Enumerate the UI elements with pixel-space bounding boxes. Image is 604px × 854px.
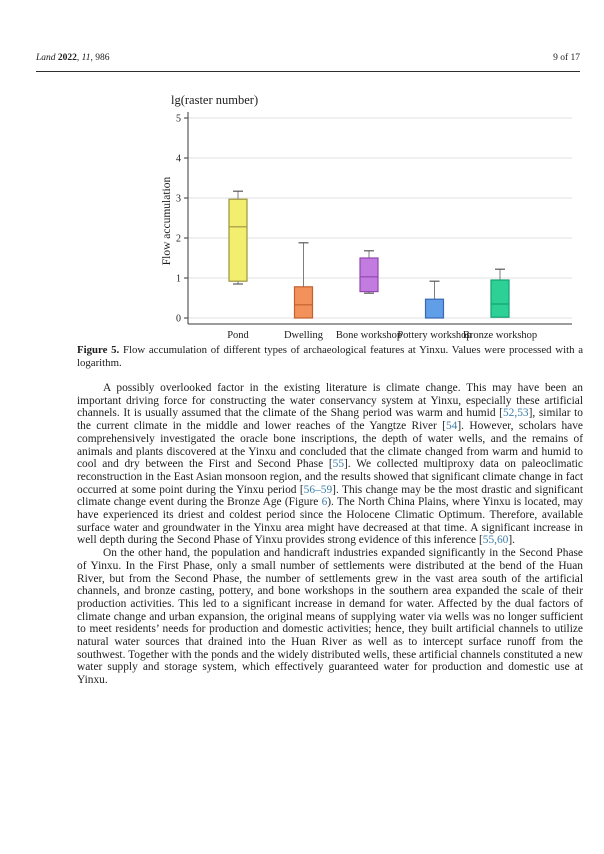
svg-text:5: 5 xyxy=(176,113,181,125)
header-rule xyxy=(36,71,580,72)
text-run: ]. This change may be the most drastic and significant climate change event during the Bronze Age (Figure xyxy=(77,483,583,509)
figure-caption-label: Figure 5. xyxy=(77,344,120,356)
text-run: On the other hand, the population and handicraft industries expanded significantly in the Second Phase of Yinxu. In the First Phase, only a small number of settlements were distributed at the bend of the Huan River, but from the Second Phase, the number of settlements grew in the vast area south of the artificial channels, and bronze casting, pottery, and bone workshops in the southern area expanded the scale of their production activities. This led to a significant increase in demand for water. Affected by the dual factors of climate change and urban expansion, the original means of supplying water via wells was no longer sufficient to meet residents’ needs for production and domestic activities; hence, they built artificial channels to utilize natural water sources that drained into the Huan River as well as to intercept surface runoff from the southwest. Together with the ponds and the widely distributed wells, these artificial channels constituted a new water supply and storage system, which effectively guaranteed water for production and domestic use at Yinxu. xyxy=(77,547,583,687)
text-run: ], similar to the current climate in the middle and lower reaches of the Yangtze River [ xyxy=(77,407,583,433)
page-number: 9 of 17 xyxy=(553,53,580,63)
citation-ref[interactable]: 56–59 xyxy=(303,483,333,496)
figure5-boxplot xyxy=(158,88,578,346)
svg-text:3: 3 xyxy=(176,193,181,205)
chart-title: lg(raster number) xyxy=(171,93,259,107)
figure-caption xyxy=(77,344,583,370)
citation-ref[interactable]: 55 xyxy=(332,458,345,471)
text-run: 11 xyxy=(81,53,91,63)
journal-citation xyxy=(36,53,109,63)
text-run: A possibly overlooked factor in the existing literature is climate change. This may have been an important driving force for constructing the water conservancy system at Yinxu, especially these artificial channels. It is usually assumed that the climate of the Shang period was warm and humid [ xyxy=(77,382,583,420)
text-run: 2022 xyxy=(57,53,77,63)
figure-caption-text: Flow accumulation of different types of archaeological features at Yinxu. Values were processed with a logarithm. xyxy=(77,344,583,369)
body-paragraph xyxy=(77,547,583,687)
citation-ref[interactable]: 6 xyxy=(321,496,328,509)
text-run: ]. However, scholars have comprehensively investigated the oracle bone inscriptions, the depth of water wells, and the remains of animals and plants discovered at the Yinxu and concluded that the climate changed from warm and humid to cool and dry between the First and Second Phase [ xyxy=(77,420,583,471)
text-run: , xyxy=(76,53,82,63)
body-paragraph xyxy=(77,382,583,547)
svg-text:Bronze workshop: Bronze workshop xyxy=(462,330,538,341)
text-run: , 986 xyxy=(90,53,110,63)
svg-text:4: 4 xyxy=(176,153,181,165)
text-run: Land xyxy=(36,53,56,63)
text-run: ]. xyxy=(508,534,516,547)
svg-text:Bone workshop: Bone workshop xyxy=(335,330,403,341)
svg-text:Pottery workshop: Pottery workshop xyxy=(397,330,472,341)
citation-ref[interactable]: 54 xyxy=(445,420,458,433)
running-head xyxy=(36,53,580,63)
svg-text:0: 0 xyxy=(176,313,181,325)
citation-ref[interactable]: 52,53 xyxy=(502,407,529,420)
svg-text:Pond: Pond xyxy=(227,330,249,341)
boxplot-chart xyxy=(158,88,578,346)
text-run: ). The North China Plains, where Yinxu is located, may have experienced its driest and coldest period since the Holocene Climatic Optimum. Therefore, available surface water and groundwater in the Yinxu area might have decreased at that time. A significant increase in well depth during the Second Phase of Yinxu provides strong evidence of this inference [ xyxy=(77,496,583,547)
citation-ref[interactable]: 55,60 xyxy=(482,534,509,547)
text-run: ]. We collected multiproxy data on paleoclimatic reconstruction in the East Asian monsoon region, and the results showed that significant climate change in fact occurred at some point during the Yinxu period [ xyxy=(77,458,583,496)
body-text xyxy=(77,382,583,687)
svg-text:1: 1 xyxy=(176,273,181,285)
svg-text:2: 2 xyxy=(176,233,181,245)
y-axis-label: Flow accumulation xyxy=(161,176,173,266)
svg-text:Dwelling: Dwelling xyxy=(283,330,324,341)
